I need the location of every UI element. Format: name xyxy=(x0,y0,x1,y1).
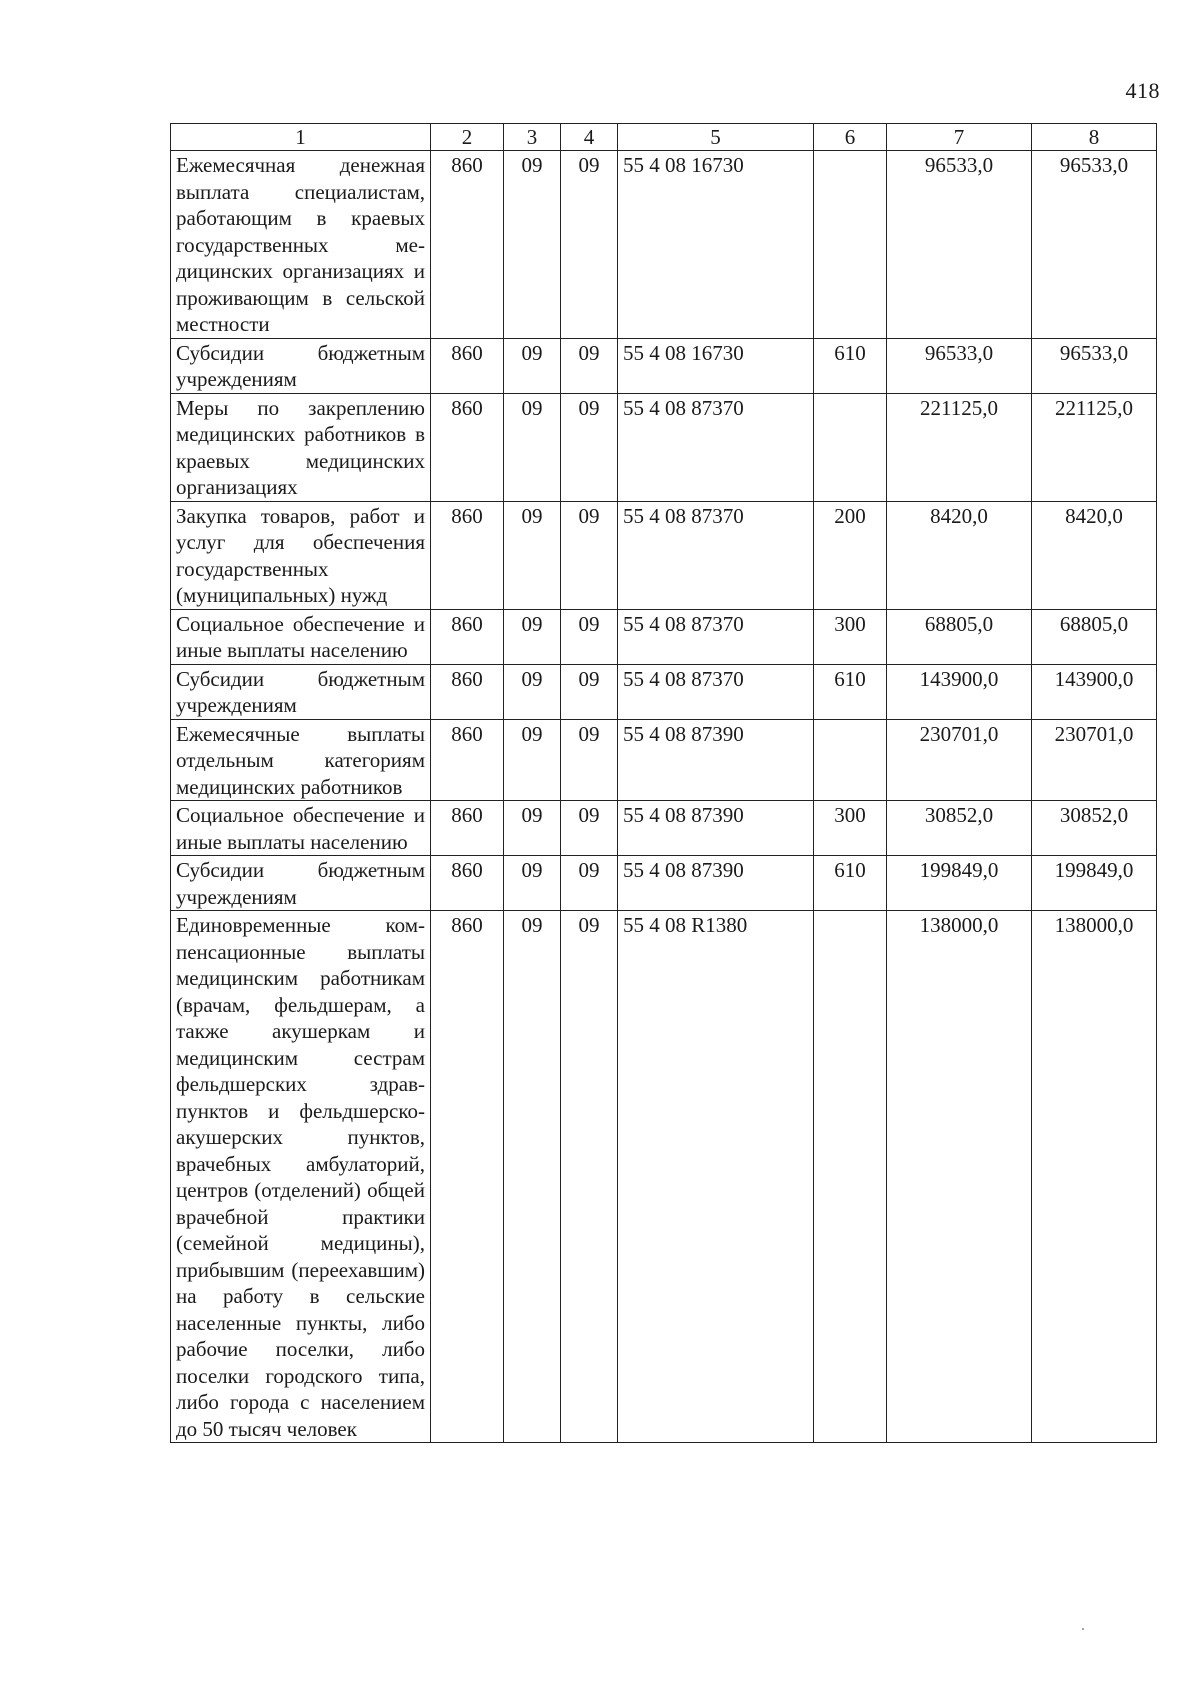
amount-col-7: 199849,0 xyxy=(887,856,1032,911)
table-row xyxy=(171,609,1157,664)
expense-type-code xyxy=(814,151,887,339)
section-code: 09 xyxy=(504,338,561,393)
amount-col-7: 230701,0 xyxy=(887,719,1032,801)
amount-col-8: 143900,0 xyxy=(1032,664,1157,719)
row-description: Меры по закреплению медицинских работников в краевых медицинских организациях xyxy=(171,393,431,501)
amount-col-7: 8420,0 xyxy=(887,501,1032,609)
section-code: 09 xyxy=(504,801,561,856)
section-code: 09 xyxy=(504,911,561,1443)
subsection-code: 09 xyxy=(561,393,618,501)
amount-col-8: 230701,0 xyxy=(1032,719,1157,801)
section-code: 09 xyxy=(504,856,561,911)
column-header: 2 xyxy=(431,124,504,151)
row-description: Субсидии бюджетным учреждениям xyxy=(171,664,431,719)
amount-col-7: 138000,0 xyxy=(887,911,1032,1443)
row-description: Ежемесячные выплаты отдельным категориям медицинских работников xyxy=(171,719,431,801)
expense-type-code: 610 xyxy=(814,664,887,719)
subsection-code: 09 xyxy=(561,151,618,339)
table-row xyxy=(171,719,1157,801)
subsection-code: 09 xyxy=(561,801,618,856)
amount-col-8: 199849,0 xyxy=(1032,856,1157,911)
amount-col-8: 96533,0 xyxy=(1032,338,1157,393)
ministry-code: 860 xyxy=(431,338,504,393)
row-description: Социальное обеспечение и иные выплаты населению xyxy=(171,801,431,856)
amount-col-7: 96533,0 xyxy=(887,338,1032,393)
table-row xyxy=(171,393,1157,501)
subsection-code: 09 xyxy=(561,856,618,911)
expense-type-code: 610 xyxy=(814,338,887,393)
expense-type-code xyxy=(814,393,887,501)
section-code: 09 xyxy=(504,501,561,609)
table-row xyxy=(171,151,1157,339)
target-article-code: 55 4 08 87370 xyxy=(618,664,814,719)
amount-col-8: 221125,0 xyxy=(1032,393,1157,501)
row-description: Ежемесячная денежная выплата специалистам, работающим в краевых государственных медицинских организациях и проживающим в сельской местности xyxy=(171,151,431,339)
ministry-code: 860 xyxy=(431,501,504,609)
subsection-code: 09 xyxy=(561,911,618,1443)
amount-col-8: 68805,0 xyxy=(1032,609,1157,664)
expense-type-code xyxy=(814,911,887,1443)
row-description: Единовременные компенсационные выплаты медицинским работникам (врачам, фельдшерам, а также акушеркам и медицинским сестрам фельдшерских здрав-пунктов и фельдшерско-акушерских пунктов, врачебных амбулаторий, центров (отделений) общей врачебной практики (семейной медицины), прибывшим (переехавшим) на работу в сельские населенные пункты, либо рабочие поселки, либо поселки городского типа, либо города с населением до 50 тысяч человек xyxy=(171,911,431,1443)
table-row xyxy=(171,664,1157,719)
target-article-code: 55 4 08 87390 xyxy=(618,719,814,801)
target-article-code: 55 4 08 16730 xyxy=(618,338,814,393)
subsection-code: 09 xyxy=(561,719,618,801)
section-code: 09 xyxy=(504,609,561,664)
target-article-code: 55 4 08 87370 xyxy=(618,501,814,609)
expense-type-code xyxy=(814,719,887,801)
subsection-code: 09 xyxy=(561,338,618,393)
target-article-code: 55 4 08 R1380 xyxy=(618,911,814,1443)
amount-col-8: 138000,0 xyxy=(1032,911,1157,1443)
expense-type-code: 610 xyxy=(814,856,887,911)
column-header: 3 xyxy=(504,124,561,151)
row-description: Субсидии бюджетным учреждениям xyxy=(171,856,431,911)
section-code: 09 xyxy=(504,393,561,501)
subsection-code: 09 xyxy=(561,609,618,664)
ministry-code: 860 xyxy=(431,151,504,339)
subsection-code: 09 xyxy=(561,664,618,719)
section-code: 09 xyxy=(504,664,561,719)
table-row xyxy=(171,338,1157,393)
table-row xyxy=(171,801,1157,856)
column-header: 1 xyxy=(171,124,431,151)
column-header: 5 xyxy=(618,124,814,151)
ministry-code: 860 xyxy=(431,393,504,501)
table-header-row xyxy=(171,124,1157,151)
row-description: Социальное обеспечение и иные выплаты населению xyxy=(171,609,431,664)
section-code: 09 xyxy=(504,151,561,339)
subsection-code: 09 xyxy=(561,501,618,609)
target-article-code: 55 4 08 87370 xyxy=(618,609,814,664)
ministry-code: 860 xyxy=(431,856,504,911)
amount-col-7: 30852,0 xyxy=(887,801,1032,856)
scan-speck xyxy=(1082,1628,1084,1630)
page-number: 418 xyxy=(1125,78,1160,103)
section-code: 09 xyxy=(504,719,561,801)
amount-col-8: 8420,0 xyxy=(1032,501,1157,609)
table-row xyxy=(171,501,1157,609)
table-row xyxy=(171,856,1157,911)
amount-col-7: 68805,0 xyxy=(887,609,1032,664)
amount-col-7: 96533,0 xyxy=(887,151,1032,339)
column-header: 8 xyxy=(1032,124,1157,151)
amount-col-7: 143900,0 xyxy=(887,664,1032,719)
expense-type-code: 300 xyxy=(814,609,887,664)
row-description: Субсидии бюджетным учреждениям xyxy=(171,338,431,393)
target-article-code: 55 4 08 87390 xyxy=(618,856,814,911)
amount-col-8: 96533,0 xyxy=(1032,151,1157,339)
target-article-code: 55 4 08 87370 xyxy=(618,393,814,501)
expense-type-code: 200 xyxy=(814,501,887,609)
target-article-code: 55 4 08 87390 xyxy=(618,801,814,856)
ministry-code: 860 xyxy=(431,664,504,719)
column-header: 7 xyxy=(887,124,1032,151)
budget-table xyxy=(170,123,1157,1443)
amount-col-7: 221125,0 xyxy=(887,393,1032,501)
column-header: 4 xyxy=(561,124,618,151)
row-description: Закупка товаров, работ и услуг для обеспечения государственных (муниципальных) нужд xyxy=(171,501,431,609)
target-article-code: 55 4 08 16730 xyxy=(618,151,814,339)
amount-col-8: 30852,0 xyxy=(1032,801,1157,856)
ministry-code: 860 xyxy=(431,911,504,1443)
expense-type-code: 300 xyxy=(814,801,887,856)
ministry-code: 860 xyxy=(431,609,504,664)
ministry-code: 860 xyxy=(431,801,504,856)
ministry-code: 860 xyxy=(431,719,504,801)
table-row xyxy=(171,911,1157,1443)
column-header: 6 xyxy=(814,124,887,151)
